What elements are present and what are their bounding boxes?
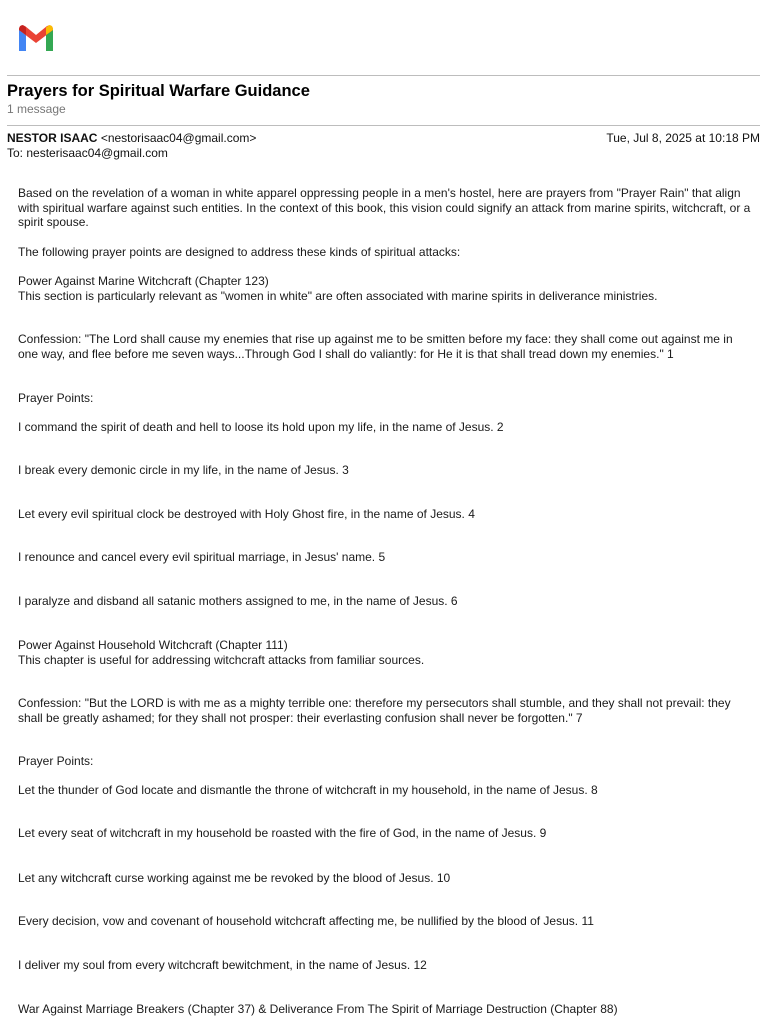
email-subject: Prayers for Spiritual Warfare Guidance (7, 82, 310, 100)
gmail-logo-icon (16, 22, 56, 52)
prayer-point: I command the spirit of death and hell to loose its hold upon my life, in the name of Jesus. 2 (18, 420, 504, 434)
message-count: 1 message (7, 102, 66, 116)
prayer-points-label: Prayer Points: (18, 391, 94, 405)
prayer-point: I deliver my soul from every witchcraft bewitchment, in the name of Jesus. 12 (18, 958, 427, 972)
subject-divider (7, 125, 760, 126)
section-heading: Power Against Household Witchcraft (Chapter 111) This chapter is useful for addressing witchcraft attacks from familiar sources. (18, 638, 425, 667)
prayer-point: I paralyze and disband all satanic mothers assigned to me, in the name of Jesus. 6 (18, 594, 458, 608)
email-date: Tue, Jul 8, 2025 at 10:18 PM (606, 131, 760, 145)
confession-paragraph: Confession: "The Lord shall cause my enemies that rise up against me to be smitten before my face: they shall come out against me in one way, and flee before me seven ways...Through God I shall do valiantly: for He it is that shall tread down my enemies." 1 (18, 332, 733, 361)
prayer-point: Every decision, vow and covenant of household witchcraft affecting me, be nullified by the blood of Jesus. 11 (18, 914, 594, 928)
prayer-points-label: Prayer Points: (18, 754, 94, 768)
prayer-point: Let every evil spiritual clock be destroyed with Holy Ghost fire, in the name of Jesus. 4 (18, 507, 475, 521)
prayer-point: Let every seat of witchcraft in my household be roasted with the fire of God, in the name of Jesus. 9 (18, 826, 547, 840)
prayer-point: I break every demonic circle in my life, in the name of Jesus. 3 (18, 463, 349, 477)
prayer-point: Let the thunder of God locate and dismantle the throne of witchcraft in my household, in the name of Jesus. 8 (18, 783, 598, 797)
sender-name: NESTOR ISAAC (7, 131, 98, 145)
sender-email: <nestorisaac04@gmail.com> (100, 131, 257, 145)
prayer-point: Let any witchcraft curse working against me be revoked by the blood of Jesus. 10 (18, 871, 451, 885)
prayer-point: I renounce and cancel every evil spiritual marriage, in Jesus' name. 5 (18, 550, 386, 564)
confession-paragraph: Confession: "But the LORD is with me as a mighty terrible one: therefore my persecutors shall stumble, and they shall not prevail: they shall be greatly ashamed; for they shall not prosper: their everlasting confusion shall never be forgotten." 7 (18, 696, 731, 725)
recipient: To: nesterisaac04@gmail.com (7, 146, 168, 160)
body-paragraph: The following prayer points are designed to address these kinds of spiritual attacks: (18, 245, 461, 259)
section-heading: Power Against Marine Witchcraft (Chapter 123) This section is particularly relevant as "women in white" are often associated with marine spirits in deliverance ministries. (18, 274, 658, 303)
section-heading: War Against Marriage Breakers (Chapter 37) & Deliverance From The Spirit of Marriage Destruction (Chapter 88) (18, 1002, 618, 1016)
header-divider (7, 75, 760, 76)
sender (7, 131, 256, 145)
body-paragraph: Based on the revelation of a woman in white apparel oppressing people in a men's hostel, here are prayers from "Prayer Rain" that align with spiritual warfare against such entities. In the context of this book, this vision could signify an attack from marine spirits, witchcraft, or a spirit spouse. (18, 186, 751, 230)
